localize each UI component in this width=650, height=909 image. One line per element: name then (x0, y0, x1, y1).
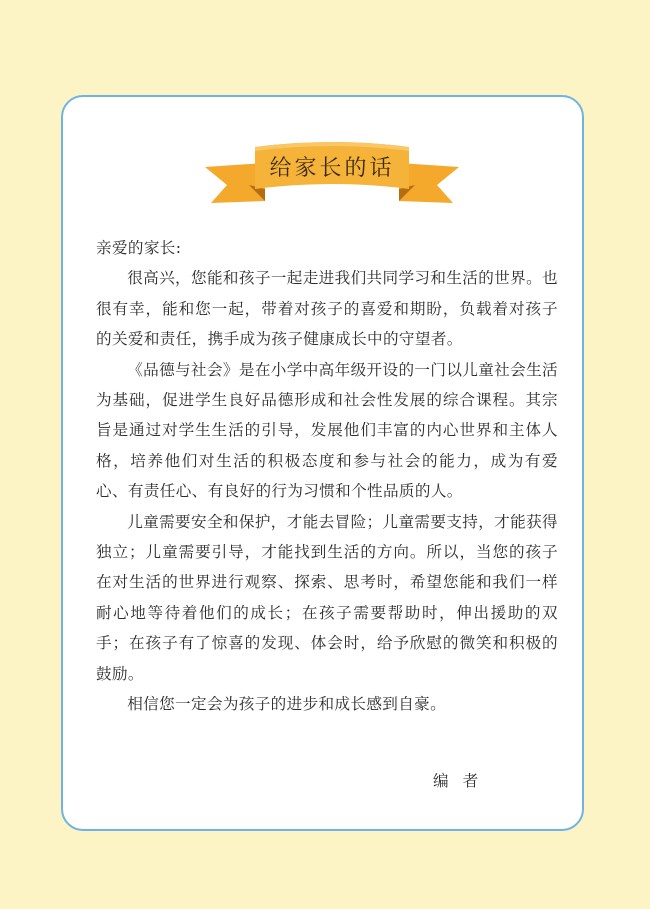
paragraph-3: 儿童需要安全和保护，才能去冒险；儿童需要支持，才能获得独立；儿童需要引导，才能找到生活的方向。所以，当您的孩子在对生活的世界进行观察、探索、思考时，希望您能和我们一样耐心地等待着他们的成长；在孩子需要帮助时，伸出援助的双手；在孩子有了惊喜的发现、体会时，给予欣慰的微笑和积极的鼓励。 (96, 512, 558, 683)
letter-card (61, 95, 584, 831)
title-ribbon-banner (203, 141, 461, 211)
signature: 编者 (433, 772, 493, 790)
paragraph-1: 很高兴，您能和孩子一起走进我们共同学习和生活的世界。也很有幸，能和您一起，带着对孩子的喜爱和期盼，负载着对孩子的关爱和责任，携手成为孩子健康成长中的守望者。 (96, 269, 558, 349)
paragraph-4: 相信您一定会为孩子的进步和成长感到自豪。 (127, 695, 447, 714)
letter-body (96, 233, 558, 720)
salutation: 亲爱的家长: (96, 239, 182, 257)
paragraph-2: 《品德与社会》是在小学中高年级开设的一门以儿童社会生活为基础，促进学生良好品德形成和社会性发展的综合课程。其宗旨是通过对学生生活的引导，发展他们丰富的内心世界和主体人格，培养他们对生活的积极态度和参与社会的能力，成为有爱心、有责任心、有良好的行为习惯和个性品质的人。 (96, 360, 558, 501)
page-title: 给家长的话 (269, 156, 395, 181)
